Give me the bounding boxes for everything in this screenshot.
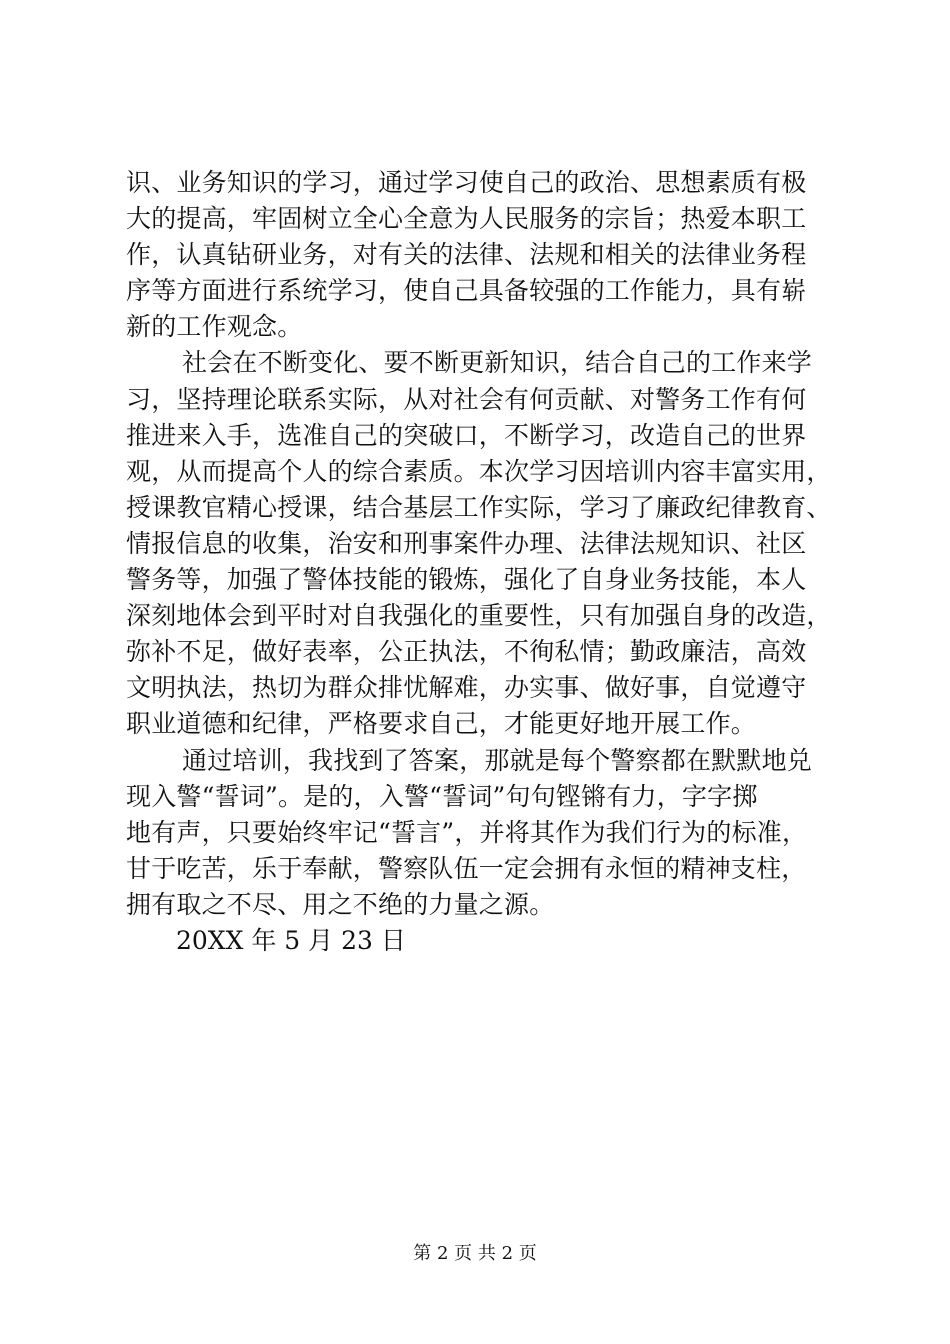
paragraph-start-line: 通过培训，我找到了答案，那就是每个警察都在默默地兑 bbox=[182, 745, 813, 775]
text-line: 推进来入手，选准自己的突破口，不断学习，改造自己的世界 bbox=[126, 420, 807, 450]
text-line: 文明执法，热切为群众排忧解难，办实事、做好事，自觉遵守 bbox=[126, 673, 807, 703]
text-line: 序等方面进行系统学习，使自己具备较强的工作能力，具有崭 bbox=[126, 276, 807, 306]
text-line: 情报信息的收集，治安和刑事案件办理、法律法规知识、社区 bbox=[126, 528, 807, 558]
text-line: 地有声，只要始终牢记“誓言”，并将其作为我们行为的标准， bbox=[126, 817, 808, 847]
text-line: 甘于吃苦，乐于奉献，警察队伍一定会拥有永恒的精神支柱， bbox=[126, 853, 807, 883]
text-line: 作，认真钻研业务，对有关的法律、法规和相关的法律业务程 bbox=[126, 240, 807, 270]
document-date: 20XX 年 5 月 23 日 bbox=[176, 925, 406, 955]
text-line: 深刻地体会到平时对自我强化的重要性，只有加强自身的改造， bbox=[126, 601, 832, 631]
text-line: 拥有取之不尽、用之不绝的力量之源。 bbox=[126, 889, 555, 919]
text-line: 职业道德和纪律，严格要求自己，才能更好地开展工作。 bbox=[126, 709, 757, 739]
paragraph-start-line: 社会在不断变化、要不断更新知识，结合自己的工作来学 bbox=[182, 348, 813, 378]
text-line: 现入警“誓词”。是的，入警“誓词”句句铿锵有力，字字掷 bbox=[126, 781, 758, 811]
text-line: 新的工作观念。 bbox=[126, 312, 303, 342]
text-line: 警务等，加强了警体技能的锻炼，强化了自身业务技能，本人 bbox=[126, 565, 807, 595]
text-line: 识、业务知识的学习，通过学习使自己的政治、思想素质有极 bbox=[126, 168, 807, 197]
text-line: 授课教官精心授课，结合基层工作实际，学习了廉政纪律教育、 bbox=[126, 492, 832, 522]
page-footer: 第 2 页 共 2 页 bbox=[413, 1243, 537, 1264]
text-line: 习，坚持理论联系实际，从对社会有何贡献、对警务工作有何 bbox=[126, 384, 807, 414]
text-line: 大的提高，牢固树立全心全意为人民服务的宗旨；热爱本职工 bbox=[126, 204, 807, 234]
document-body bbox=[126, 165, 832, 959]
text-line: 观，从而提高个人的综合素质。本次学习因培训内容丰富实用， bbox=[126, 456, 832, 486]
text-line: 弥补不足，做好表率，公正执法，不徇私情；勤政廉洁，高效 bbox=[126, 637, 807, 667]
